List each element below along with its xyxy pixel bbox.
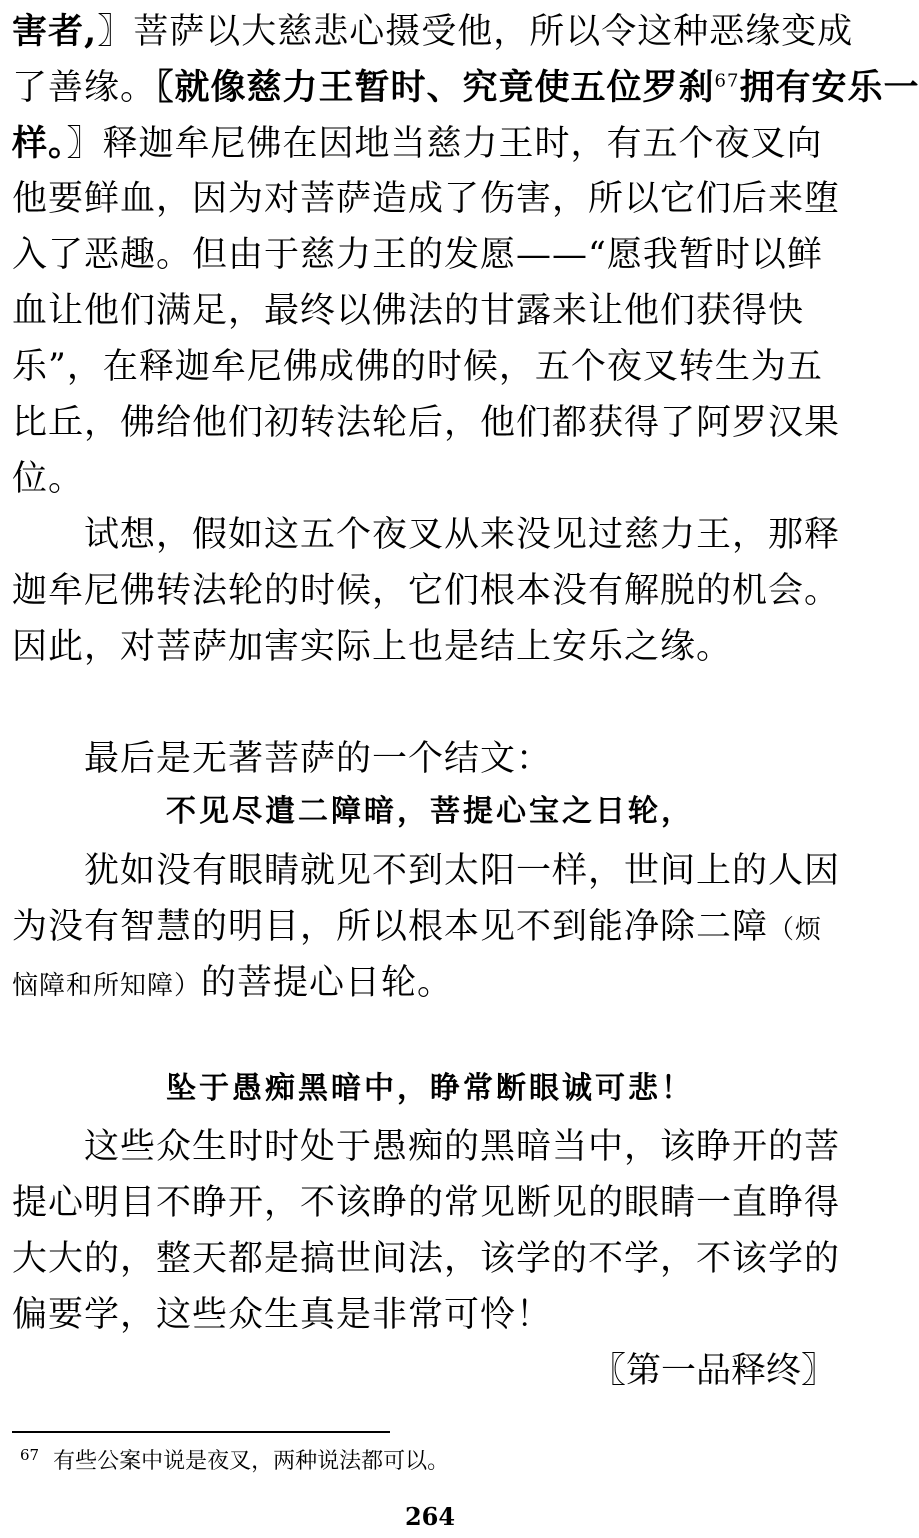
- verse-line: 坠于愚痴黑暗中，睁常断眼诚可悲！: [166, 1071, 694, 1106]
- text-line: 偏要学，这些众生真是非常可怜！: [12, 1295, 553, 1335]
- page-number: 264: [404, 1502, 456, 1531]
- footnote-reference: 67: [714, 70, 740, 92]
- text-line: 入了恶趣。但由于慈力王的发愿——“愿我暂时以鲜: [12, 235, 823, 275]
- bold-text: 害者,: [12, 11, 98, 52]
- bold-text: 〖就像慈力王暂时、究竟使五位罗刹: [156, 67, 715, 108]
- text-line: 犹如没有眼睛就见不到太阳一样，世间上的人因: [84, 851, 841, 891]
- text-line: [12, 907, 850, 947]
- verse-line: 不见尽遣二障暗，菩提心宝之日轮，: [166, 794, 694, 829]
- text-line: [12, 11, 854, 52]
- chapter-end-marker: 〖第一品释终〗: [590, 1351, 836, 1391]
- body-text: 〗释迦牟尼佛在因地当慈力王时，有五个夜叉向: [66, 124, 823, 164]
- text-line: [12, 123, 850, 164]
- footnote-text: 有些公案中说是夜叉，两种说法都可以。: [53, 1449, 450, 1474]
- small-text: 恼障和所知障）: [12, 971, 202, 1001]
- body-text: 了善缘。: [12, 68, 157, 108]
- text-line: 这些众生时时处于愚痴的黑暗当中，该睁开的菩: [84, 1127, 841, 1167]
- text-line: 最后是无著菩萨的一个结文：: [84, 739, 553, 779]
- text-line: 比丘，佛给他们初转法轮后，他们都获得了阿罗汉果: [12, 403, 841, 443]
- text-line: [12, 67, 919, 108]
- body-text: 的菩提心日轮。: [201, 963, 454, 1003]
- small-text: （烦: [768, 915, 823, 945]
- footnote-divider: [12, 1431, 390, 1433]
- footnote-number: 67: [20, 1445, 40, 1464]
- text-line: 提心明目不睁开，不该睁的常见断见的眼睛一直睁得: [12, 1183, 841, 1223]
- text-line: 大大的，整天都是搞世间法，该学的不学，不该学的: [12, 1239, 841, 1279]
- footnote: [20, 1445, 450, 1474]
- text-line: 血让他们满足，最终以佛法的甘露来让他们获得快: [12, 291, 805, 331]
- text-line: 因此，对菩萨加害实际上也是结上安乐之缘。: [12, 627, 733, 667]
- bold-text: 样。: [12, 123, 67, 164]
- text-line: 试想，假如这五个夜叉从来没见过慈力王，那释: [84, 515, 841, 555]
- text-line: 位。: [12, 459, 85, 499]
- text-line: 他要鲜血，因为对菩萨造成了伤害，所以它们后来堕: [12, 179, 841, 219]
- text-line: 乐”，在释迦牟尼佛成佛的时候，五个夜叉转生为五: [12, 347, 823, 387]
- text-line: [12, 963, 850, 1003]
- body-text: 〗菩萨以大慈悲心摄受他，所以令这种恶缘变成: [97, 12, 854, 52]
- bold-text: 拥有安乐一: [739, 67, 919, 108]
- text-line: 迦牟尼佛转法轮的时候，它们根本没有解脱的机会。: [12, 571, 841, 611]
- body-text: 为没有智慧的明目，所以根本见不到能净除二障: [12, 907, 769, 947]
